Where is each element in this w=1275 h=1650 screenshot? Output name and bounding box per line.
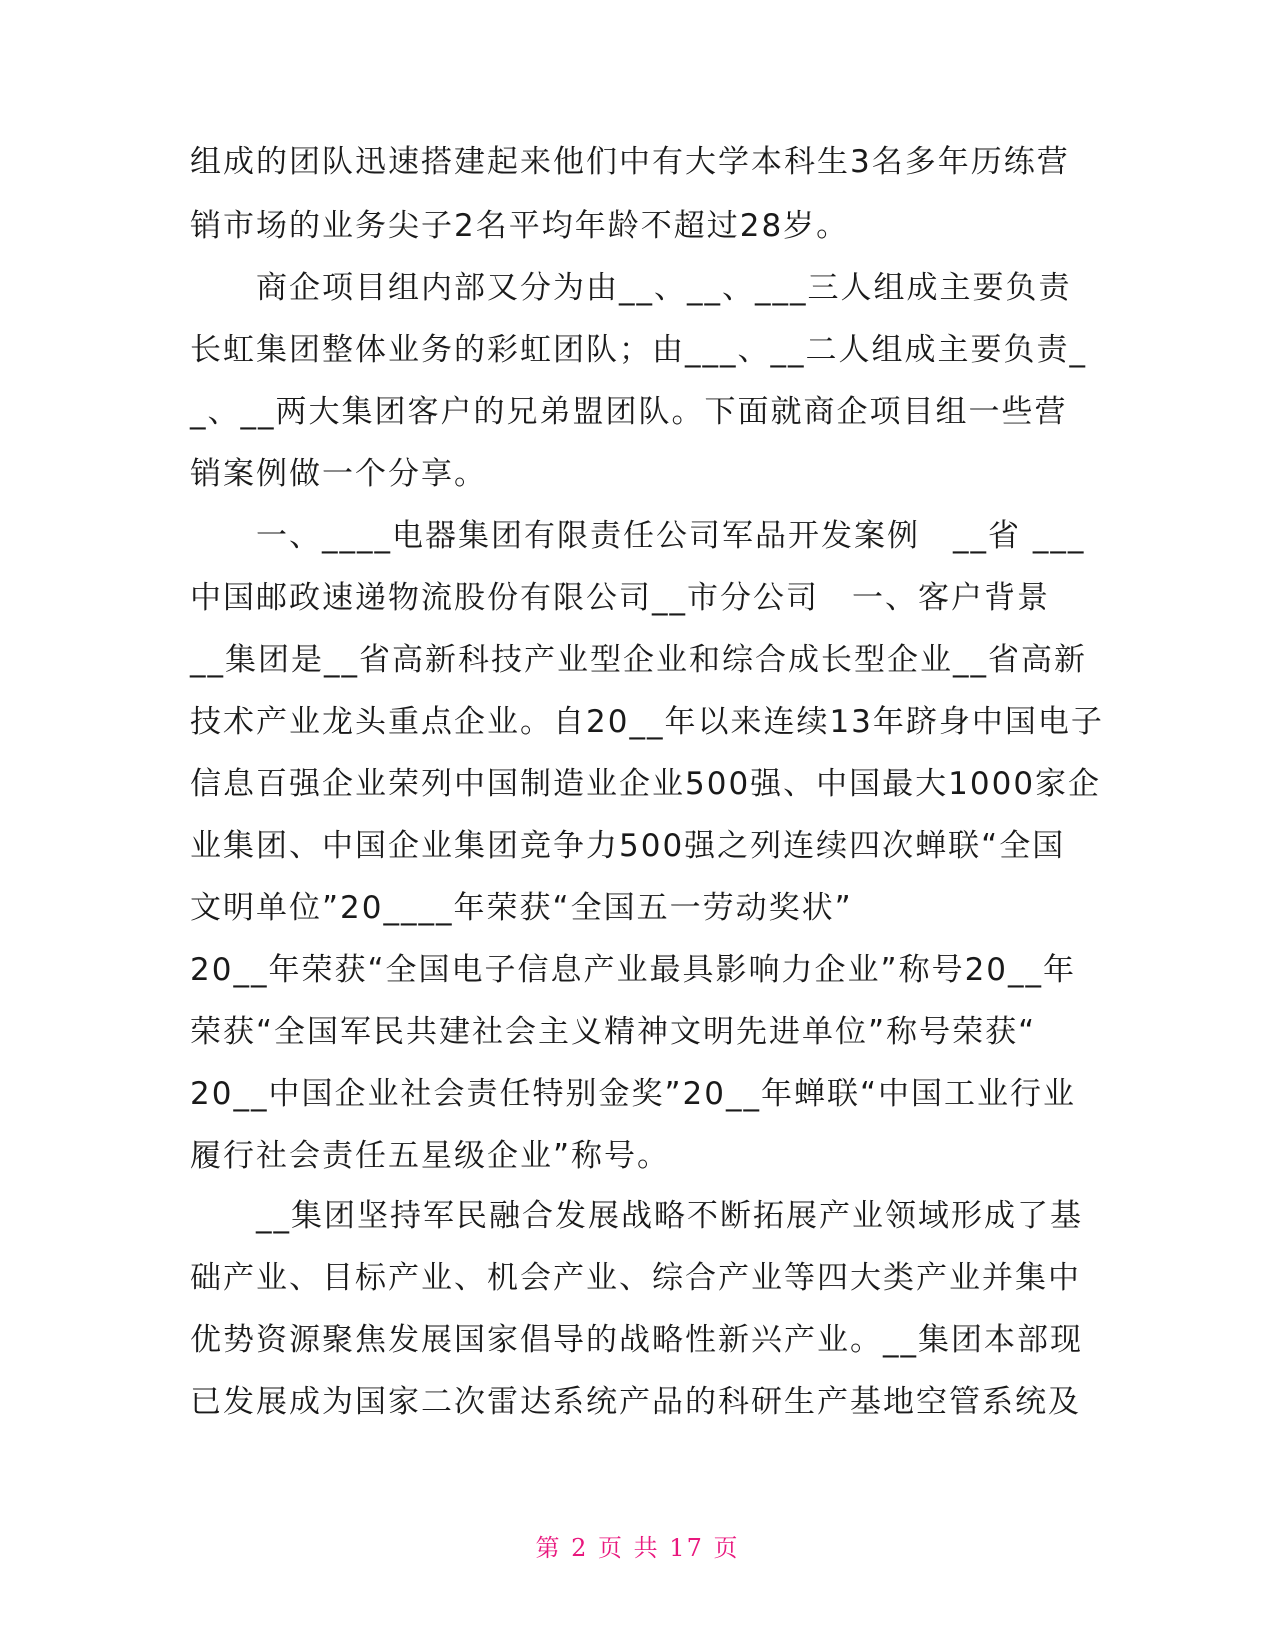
text-line: 一、____电器集团有限责任公司军品开发案例 __省 ___: [190, 518, 1086, 554]
text-line: 商企项目组内部又分为由__、__、___三人组成主要负责: [190, 270, 1072, 306]
text-line: 中国邮政速递物流股份有限公司__市分公司 一、客户背景: [190, 580, 1050, 616]
text-line: 履行社会责任五星级企业”称号。: [190, 1138, 671, 1174]
text-line: 组成的团队迅速搭建起来他们中有大学本科生3名多年历练营: [190, 144, 1070, 180]
text-line: 信息百强企业荣列中国制造业企业500强、中国最大1000家企: [190, 766, 1102, 802]
text-line: 销案例做一个分享。: [190, 456, 487, 492]
text-line: 长虹集团整体业务的彩虹团队；由___、__二人组成主要负责_: [190, 332, 1087, 368]
text-line: 优势资源聚焦发展国家倡导的战略性新兴产业。__集团本部现: [190, 1322, 1083, 1358]
text-line: 已发展成为国家二次雷达系统产品的科研生产基地空管系统及: [190, 1384, 1081, 1420]
text-line: 础产业、目标产业、机会产业、综合产业等四大类产业并集中: [190, 1260, 1081, 1296]
text-line: 业集团、中国企业集团竞争力500强之列连续四次蝉联“全国: [190, 828, 1066, 864]
text-line: _、__两大集团客户的兄弟盟团队。下面就商企项目组一些营: [190, 394, 1068, 430]
text-line: __集团是__省高新科技产业型企业和综合成长型企业__省高新: [190, 642, 1087, 678]
text-line: 销市场的业务尖子2名平均年龄不超过28岁。: [190, 208, 850, 244]
text-line: 20__中国企业社会责任特别金奖”20__年蝉联“中国工业行业: [190, 1076, 1077, 1112]
text-line: 荣获“全国军民共建社会主义精神文明先进单位”称号荣获“: [190, 1014, 1037, 1050]
text-line: 技术产业龙头重点企业。自20__年以来连续13年跻身中国电子: [190, 704, 1104, 740]
page-number-footer: 第 2 页 共 17 页: [535, 1534, 740, 1562]
text-line: __集团坚持军民融合发展战略不断拓展产业领域形成了基: [190, 1198, 1083, 1234]
text-line: 文明单位”20____年荣获“全国五一劳动奖状”: [190, 890, 853, 926]
text-line: 20__年荣获“全国电子信息产业最具影响力企业”称号20__年: [190, 952, 1077, 988]
